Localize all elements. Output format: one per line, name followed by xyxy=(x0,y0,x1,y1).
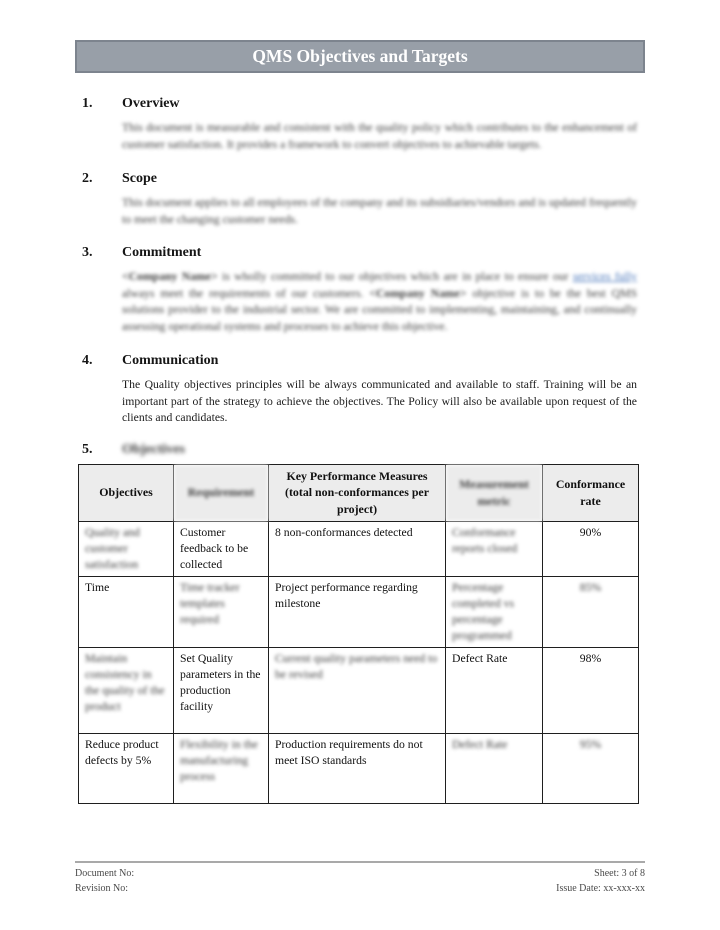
table-header-objectives: Objectives xyxy=(79,464,174,521)
company-name-placeholder: <Company Name> xyxy=(122,270,218,283)
table-cell-requirement: Time tracker templates required xyxy=(174,576,269,647)
section-number: 1. xyxy=(82,96,93,111)
company-name-placeholder: <Company Name> xyxy=(369,286,467,300)
document-no-label: Document No: xyxy=(75,868,135,879)
table-cell-kpm: Project performance regarding milestone xyxy=(269,576,446,647)
section-communication-heading xyxy=(82,351,637,370)
communication-paragraph: The Quality objectives principles will be always communicated and available to staff. Training will be an important part of the strategy to achieve the objectives. The Policy will also be available upon request of the clients and candidates. xyxy=(122,378,637,424)
section-scope-heading xyxy=(82,169,637,188)
table-cell-objective: Time xyxy=(79,576,174,647)
table-row xyxy=(79,733,639,803)
section-objectives-heading xyxy=(82,440,637,459)
section-number: 5. xyxy=(82,441,93,457)
table-cell-requirement: Set Quality parameters in the production facility xyxy=(174,647,269,733)
commitment-paragraph xyxy=(122,269,637,335)
table-cell-metric: Conformance reports closed xyxy=(446,521,543,576)
services-fully-link[interactable]: services fully xyxy=(572,270,637,283)
footer-left xyxy=(75,866,134,896)
revision-no-label: Revision No: xyxy=(75,883,129,894)
section-title: Scope xyxy=(122,171,157,186)
table-cell-metric: Defect Rate xyxy=(446,647,543,733)
table-cell-kpm: Production requirements do not meet ISO standards xyxy=(269,733,446,803)
table-cell-kpm: Current quality parameters need to be revised xyxy=(269,647,446,733)
table-cell-objective: Reduce product defects by 5% xyxy=(79,733,174,803)
table-header-conformance-rate: Conformance rate xyxy=(543,464,639,521)
section-title: Communication xyxy=(122,353,219,368)
table-cell-requirement: Customer feedback to be collected xyxy=(174,521,269,576)
table-row xyxy=(79,576,639,647)
table-header-requirement: Requirement xyxy=(174,464,269,521)
section-title: Overview xyxy=(122,96,180,111)
document-body xyxy=(82,94,637,459)
commitment-text: always meet the requirements of our customers. xyxy=(122,286,370,300)
scope-paragraph: This document applies to all employees of the company and its subsidiaries/vendors and is updated frequently to meet the changing customer needs. xyxy=(122,196,637,226)
table-cell-metric: Defect Rate xyxy=(446,733,543,803)
objectives-table xyxy=(78,464,639,804)
section-overview-heading xyxy=(82,94,637,113)
issue-date: Issue Date: xx-xxx-xx xyxy=(556,883,645,894)
page-footer xyxy=(75,861,645,896)
table-row xyxy=(79,647,639,733)
table-header-key-performance-measures: Key Performance Measures (total non-conformances per project) xyxy=(269,464,446,521)
table-cell-conformance: 90% xyxy=(543,521,639,576)
table-cell-conformance: 85% xyxy=(543,576,639,647)
sheet-number: Sheet: 3 of 8 xyxy=(594,868,645,879)
table-header-measurement-metric: Measurement metric xyxy=(446,464,543,521)
commitment-text: is wholly committed to our objectives which are in place to ensure our xyxy=(217,270,573,283)
section-number: 2. xyxy=(82,171,93,186)
table-cell-metric: Percentage completed vs percentage programmed xyxy=(446,576,543,647)
overview-paragraph: This document is measurable and consistent with the quality policy which contributes to the enhancement of customer satisfaction. It provides a framework to convert objectives to achievable targets. xyxy=(122,121,637,151)
document-title-bar xyxy=(75,40,645,73)
table-row xyxy=(79,521,639,576)
document-title: QMS Objectives and Targets xyxy=(252,46,468,66)
table-cell-objective: Quality and customer satisfaction xyxy=(79,521,174,576)
section-number: 4. xyxy=(82,353,93,368)
table-cell-conformance: 95% xyxy=(543,733,639,803)
section-commitment-heading xyxy=(82,243,637,262)
table-header-row xyxy=(79,464,639,521)
table-cell-conformance: 98% xyxy=(543,647,639,733)
table-cell-kpm: 8 non-conformances detected xyxy=(269,521,446,576)
section-title: Objectives xyxy=(122,441,185,457)
table-cell-objective: Maintain consistency in the quality of the product xyxy=(79,647,174,733)
commitment-text: objective is to be the best QMS solutions provider to the industrial sector. We are committed to implementing, maintaining, and continually assessing operational systems and processes to achieve this objective. xyxy=(122,286,637,333)
footer-right xyxy=(556,866,645,896)
table-cell-requirement: Flexibility in the manufacturing process xyxy=(174,733,269,803)
section-number: 3. xyxy=(82,245,93,260)
section-title: Commitment xyxy=(122,245,202,260)
